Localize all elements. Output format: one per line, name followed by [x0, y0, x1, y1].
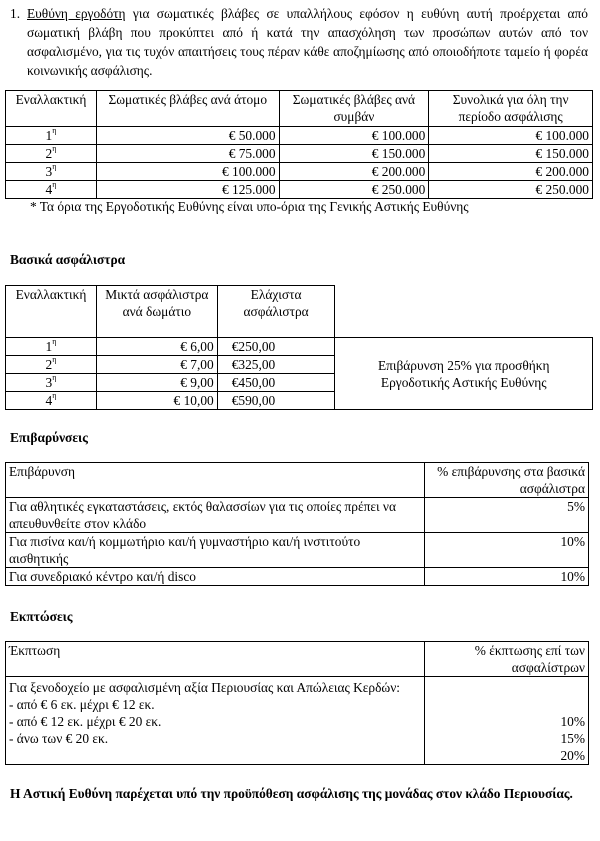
discount-tier: - από € 12 εκ. μέχρι € 20 εκ. [9, 714, 162, 729]
discount-percent: 20% [560, 748, 585, 763]
value-cell: € 200.000 [279, 163, 429, 181]
table-header-row [6, 463, 589, 498]
table-header-row [6, 642, 589, 677]
empty-cell [335, 286, 593, 338]
value-cell: € 100.000 [279, 127, 429, 145]
table-row [6, 181, 593, 199]
value-cell: € 150.000 [429, 145, 593, 163]
value-cell: €590,00 [217, 392, 335, 410]
header-cell: Σωματικές βλάβες ανά άτομο [96, 91, 279, 127]
value-cell: € 250.000 [429, 181, 593, 199]
table-header-row [6, 91, 593, 127]
header-cell: Ελάχιστα ασφάλιστρα [217, 286, 335, 338]
alternative-cell: $1^\eta$ [6, 127, 97, 145]
percent-cell [425, 677, 589, 765]
value-cell: € 10,00 [96, 392, 217, 410]
value-cell: € 100.000 [96, 163, 279, 181]
value-cell: € 50.000 [96, 127, 279, 145]
discount-tier: - από € 6 εκ. μέχρι € 12 εκ. [9, 697, 155, 712]
table-row [6, 533, 589, 568]
value-cell: € 75.000 [96, 145, 279, 163]
header-cell: % επιβάρυνσης στα βασικά ασφάλιστρα [425, 463, 589, 498]
table-row [6, 498, 589, 533]
limits-table [5, 90, 593, 199]
value-cell: €325,00 [217, 356, 335, 374]
table-row [6, 677, 589, 765]
section-title-basic-premiums: Βασικά ασφάλιστρα [10, 252, 126, 267]
header-cell: % έκπτωσης επί των ασφαλίστρων [425, 642, 589, 677]
discount-lead: Για ξενοδοχείο με ασφαλισμένη αξία Περιουσίας και Απώλειας Κερδών: [9, 680, 400, 695]
clause-body: για σωματικές βλάβες σε υπαλλήλους εφόσον η ευθύνη αυτή προέρχεται από σωματική βλάβη που προκύπτει από ή κατά την απασχόληση των προσώπων αυτών από τον ασφαλισμένο, για τις τυχόν απαιτήσεις τους πέραν κάθε αποζημίωσης από οποιοδήποτε ταμείο ή φορέα κοινωνικής ασφάλισης. [27, 6, 588, 78]
discount-percent: 10% [560, 714, 585, 729]
discount-percent: 15% [560, 731, 585, 746]
footer-statement: Η Αστική Ευθύνη παρέχεται υπό την προϋπόθεση ασφάλισης της μονάδας στον κλάδο Περιουσίας. [10, 786, 573, 801]
surcharges-table [5, 462, 589, 586]
section-title-surcharges: Επιβαρύνσεις [10, 430, 88, 445]
value-cell: € 7,00 [96, 356, 217, 374]
description-cell: Για αθλητικές εγκαταστάσεις, εκτός θαλασσίων για τις οποίες πρέπει να απευθυνθείτε στον κλάδο [6, 498, 425, 533]
header-cell: Συνολικά για όλη την περίοδο ασφάλισης [429, 91, 593, 127]
table-row [6, 163, 593, 181]
header-cell: Έκπτωση [6, 642, 425, 677]
value-cell: € 200.000 [429, 163, 593, 181]
clause-number: 1. [10, 6, 21, 21]
description-cell [6, 677, 425, 765]
value-cell: € 125.000 [96, 181, 279, 199]
percent-cell: 10% [425, 533, 589, 568]
clause-heading: Ευθύνη εργοδότη [27, 6, 126, 21]
discount-tier: - άνω των € 20 εκ. [9, 731, 109, 746]
alternative-cell: $2^\eta$ [6, 145, 97, 163]
alternative-cell: $3^\eta$ [6, 374, 97, 392]
table-header-row [6, 286, 593, 338]
alternative-cell: $1^\eta$ [6, 338, 97, 356]
header-cell: Σωματικές βλάβες ανά συμβάν [279, 91, 429, 127]
description-cell: Για συνεδριακό κέντρο και/ή disco [6, 568, 425, 586]
clause-text [27, 4, 588, 80]
limits-note: * Τα όρια της Εργοδοτικής Ευθύνης είναι υπο-όρια της Γενικής Αστικής Ευθύνης [30, 199, 469, 214]
header-cell: Εναλλακτική [6, 91, 97, 127]
header-cell: Μικτά ασφάλιστρα ανά δωμάτιο [96, 286, 217, 338]
value-cell: € 100.000 [429, 127, 593, 145]
table-row [6, 568, 589, 586]
alternative-cell: $4^\eta$ [6, 181, 97, 199]
table-row [6, 338, 593, 356]
clause-1 [10, 4, 588, 80]
value-cell: € 9,00 [96, 374, 217, 392]
discounts-table [5, 641, 589, 765]
value-cell: € 6,00 [96, 338, 217, 356]
premiums-side-note: Επιβάρυνση 25% για προσθήκη Εργοδοτικής Αστικής Ευθύνης [335, 338, 593, 410]
value-cell: €450,00 [217, 374, 335, 392]
alternative-cell: $3^\eta$ [6, 163, 97, 181]
header-cell: Εναλλακτική [6, 286, 97, 338]
value-cell: € 150.000 [279, 145, 429, 163]
table-row [6, 127, 593, 145]
value-cell: €250,00 [217, 338, 335, 356]
premiums-table [5, 285, 593, 410]
alternative-cell: $4^\eta$ [6, 392, 97, 410]
percent-cell: 5% [425, 498, 589, 533]
alternative-cell: $2^\eta$ [6, 356, 97, 374]
value-cell: € 250.000 [279, 181, 429, 199]
table-row [6, 145, 593, 163]
header-cell: Επιβάρυνση [6, 463, 425, 498]
section-title-discounts: Εκπτώσεις [10, 609, 73, 624]
percent-cell: 10% [425, 568, 589, 586]
description-cell: Για πισίνα και/ή κομμωτήριο και/ή γυμναστήριο και/ή ινστιτούτο αισθητικής [6, 533, 425, 568]
